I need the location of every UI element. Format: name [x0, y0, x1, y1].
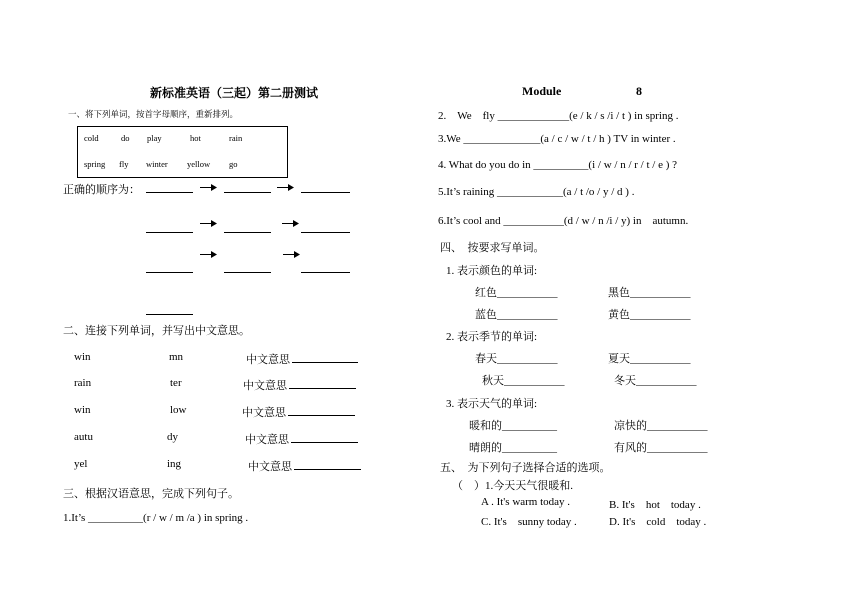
- match-word-b: mn: [169, 351, 184, 363]
- warm-blank: 暖和的__________: [469, 420, 557, 432]
- module-label: Module: [522, 84, 562, 98]
- choice-question-1: （ ）1.今天天气很暖和.: [452, 480, 573, 492]
- word: rain: [229, 133, 243, 143]
- arrow-right-icon: [282, 220, 299, 227]
- option-d[interactable]: D. It's cold today .: [609, 516, 707, 528]
- arrow-right-icon: [283, 251, 300, 258]
- answer-blank[interactable]: [146, 232, 193, 233]
- match-meaning-label: 中文意思: [242, 407, 286, 419]
- match-meaning-label: 中文意思: [243, 380, 287, 392]
- yellow-blank: 黄色___________: [608, 309, 691, 321]
- sunny-blank: 晴朗的__________: [469, 442, 557, 454]
- weather-heading: 3. 表示天气的单词:: [446, 398, 538, 410]
- section4-title: 四、 按要求写单词。: [440, 242, 545, 254]
- blue-blank: 蓝色___________: [475, 309, 558, 321]
- answer-blank[interactable]: [301, 192, 350, 193]
- answer-blank[interactable]: [291, 442, 358, 443]
- answer-blank[interactable]: [292, 362, 358, 363]
- word: cold: [84, 133, 99, 143]
- windy-blank: 有风的___________: [614, 442, 708, 454]
- section1-instruction: 一、将下列单词，按首字母顺序，重新排列。: [68, 109, 239, 119]
- spring-blank: 春天___________: [475, 353, 558, 365]
- answer-blank[interactable]: [146, 314, 193, 315]
- match-word-b: ter: [170, 377, 182, 389]
- question-2: 2. We fly _____________(e / k / s /i / t ) in spring .: [438, 110, 679, 122]
- cool-blank: 凉快的___________: [614, 420, 708, 432]
- match-word-b: low: [170, 404, 187, 416]
- answer-blank[interactable]: [224, 192, 271, 193]
- answer-blank[interactable]: [294, 469, 361, 470]
- option-b[interactable]: B. It's hot today .: [609, 499, 701, 511]
- match-word-a: win: [74, 351, 91, 363]
- arrow-right-icon: [277, 184, 294, 191]
- summer-blank: 夏天___________: [608, 353, 691, 365]
- word: spring: [84, 159, 106, 169]
- answer-blank[interactable]: [146, 192, 193, 193]
- answer-blank[interactable]: [301, 232, 350, 233]
- question-6: 6.It’s cool and ___________(d / w / n /i / y) in autumn.: [438, 215, 689, 227]
- word: yellow: [187, 159, 211, 169]
- match-word-b: dy: [167, 431, 178, 443]
- word: winter: [146, 159, 168, 169]
- colors-heading: 1. 表示颜色的单词:: [446, 265, 538, 277]
- match-word-a: rain: [74, 377, 92, 389]
- answer-blank[interactable]: [224, 272, 271, 273]
- black-blank: 黑色___________: [608, 287, 691, 299]
- match-word-b: ing: [167, 458, 182, 470]
- answer-blank[interactable]: [146, 272, 193, 273]
- winter-blank: 冬天___________: [614, 375, 697, 387]
- arrow-right-icon: [200, 220, 217, 227]
- word: hot: [190, 133, 201, 143]
- answer-blank[interactable]: [301, 272, 350, 273]
- question-1: 1.It’s __________(r / w / m /a ) in spring .: [63, 512, 249, 524]
- match-meaning-label: 中文意思: [248, 461, 292, 473]
- section3-title: 三、根据汉语意思，完成下列句子。: [63, 488, 239, 500]
- match-meaning-label: 中文意思: [245, 434, 289, 446]
- option-a[interactable]: A . It's warm today .: [481, 496, 571, 508]
- match-meaning-label: 中文意思: [246, 354, 290, 366]
- word: do: [121, 133, 130, 143]
- option-c[interactable]: C. It's sunny today .: [481, 516, 577, 528]
- seasons-heading: 2. 表示季节的单词:: [446, 331, 538, 343]
- question-5: 5.It’s raining ____________(a / t /o / y / d ) .: [438, 186, 635, 198]
- match-word-a: autu: [74, 431, 93, 443]
- section5-title: 五、 为下列句子选择合适的选项。: [440, 462, 611, 474]
- word-box: [77, 126, 288, 178]
- red-blank: 红色___________: [475, 287, 558, 299]
- answer-blank[interactable]: [224, 232, 271, 233]
- answer-blank[interactable]: [288, 415, 355, 416]
- arrow-right-icon: [200, 184, 217, 191]
- word: play: [147, 133, 162, 143]
- answer-blank[interactable]: [289, 388, 356, 389]
- section2-title: 二、连接下列单词，并写出中文意思。: [63, 325, 250, 337]
- word: fly: [119, 159, 129, 169]
- question-3: 3.We ______________(a / c / w / t / h ) TV in winter .: [438, 133, 676, 145]
- match-word-a: yel: [74, 458, 88, 470]
- autumn-blank: 秋天___________: [482, 375, 565, 387]
- arrow-right-icon: [200, 251, 217, 258]
- word: go: [229, 159, 238, 169]
- module-number: 8: [636, 84, 642, 98]
- match-word-a: win: [74, 404, 91, 416]
- question-4: 4. What do you do in __________(i / w / n / r / t / e ) ?: [438, 159, 678, 171]
- order-label: 正确的顺序为：: [63, 184, 140, 196]
- left-title: 新标准英语（三起）第二册测试: [150, 86, 319, 100]
